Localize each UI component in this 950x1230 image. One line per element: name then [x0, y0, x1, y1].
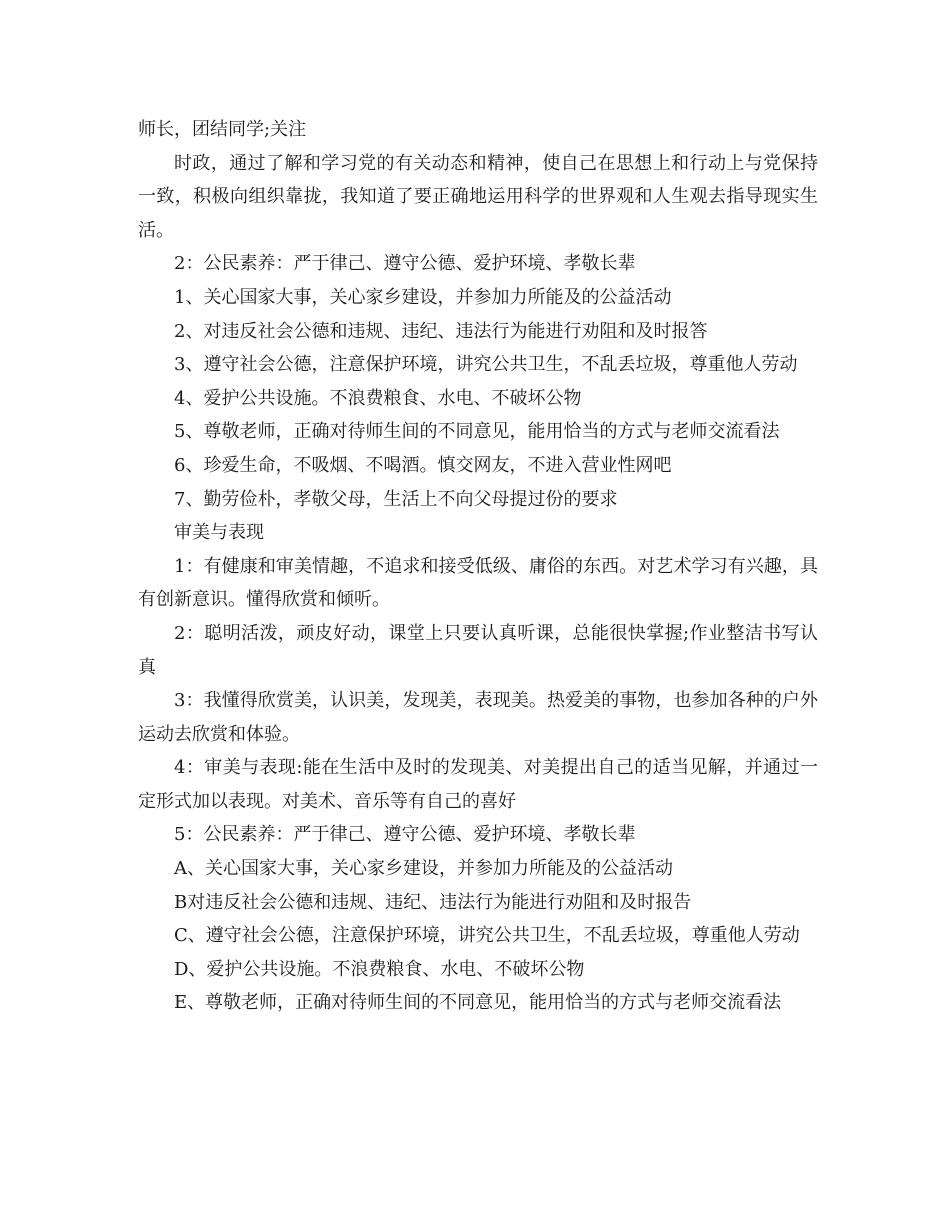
paragraph: 师长，团结同学;关注 [138, 119, 307, 140]
list-item: 6、珍爱生命，不吸烟、不喝酒。慎交网友，不进入营业性网吧 [174, 454, 672, 476]
list-item: 3：我懂得欣赏美，认识美，发现美，表现美。热爱美的事物，也参加各种的户外运动去欣赏和体验。 [138, 690, 818, 745]
list-item: D、爱护公共设施。不浪费粮食、水电、不破坏公物 [174, 958, 585, 980]
list-item: 2、对违反社会公德和违规、违纪、违法行为能进行劝阻和及时报答 [174, 320, 708, 342]
section-heading: 审美与表现 [174, 522, 264, 544]
list-item: 2：聪明活泼，顽皮好动，课堂上只要认真听课，总能很快掌握;作业整洁书写认真 [138, 622, 818, 678]
list-item: 5：公民素养：严于律己、遵守公德、爱护环境、孝敬长辈 [174, 824, 636, 846]
list-item: 1：有健康和审美情趣，不追求和接受低级、庸俗的东西。对艺术学习有兴趣，具有创新意识。懂得欣赏和倾听。 [138, 555, 818, 611]
list-item: 7、勤劳俭朴，孝敬父母，生活上不向父母提过份的要求 [174, 488, 618, 510]
paragraph: 2：公民素养：严于律己、遵守公德、爱护环境、孝敬长辈 [174, 253, 636, 275]
list-item: B对违反社会公德和违规、违纪、违法行为能进行劝阻和及时报告 [174, 891, 692, 913]
list-item: 4、爱护公共设施。不浪费粮食、水电、不破坏公物 [174, 387, 582, 409]
paragraph: 时政，通过了解和学习党的有关动态和精神，使自己在思想上和行动上与党保持一致，积极向组织靠拢，我知道了要正确地运用科学的世界观和人生观去指导现实生活。 [138, 152, 818, 241]
list-item: 5、尊敬老师，正确对待师生间的不同意见，能用恰当的方式与老师交流看法 [174, 421, 780, 443]
list-item: A、关心国家大事，关心家乡建设，并参加力所能及的公益活动 [174, 858, 673, 880]
list-item: E、尊敬老师，正确对待师生间的不同意见，能用恰当的方式与老师交流看法 [174, 992, 782, 1014]
list-item: 1、关心国家大事，关心家乡建设，并参加力所能及的公益活动 [174, 286, 672, 308]
list-item: 3、遵守社会公德，注意保护环境，讲究公共卫生，不乱丢垃圾，尊重他人劳动 [174, 354, 798, 376]
document-body [138, 113, 818, 1020]
list-item: C、遵守社会公德，注意保护环境，讲究公共卫生，不乱丢垃圾，尊重他人劳动 [174, 925, 800, 947]
list-item: 4：审美与表现:能在生活中及时的发现美、对美提出自己的适当见解，并通过一定形式加以表现。对美术、音乐等有自己的喜好 [138, 757, 818, 812]
